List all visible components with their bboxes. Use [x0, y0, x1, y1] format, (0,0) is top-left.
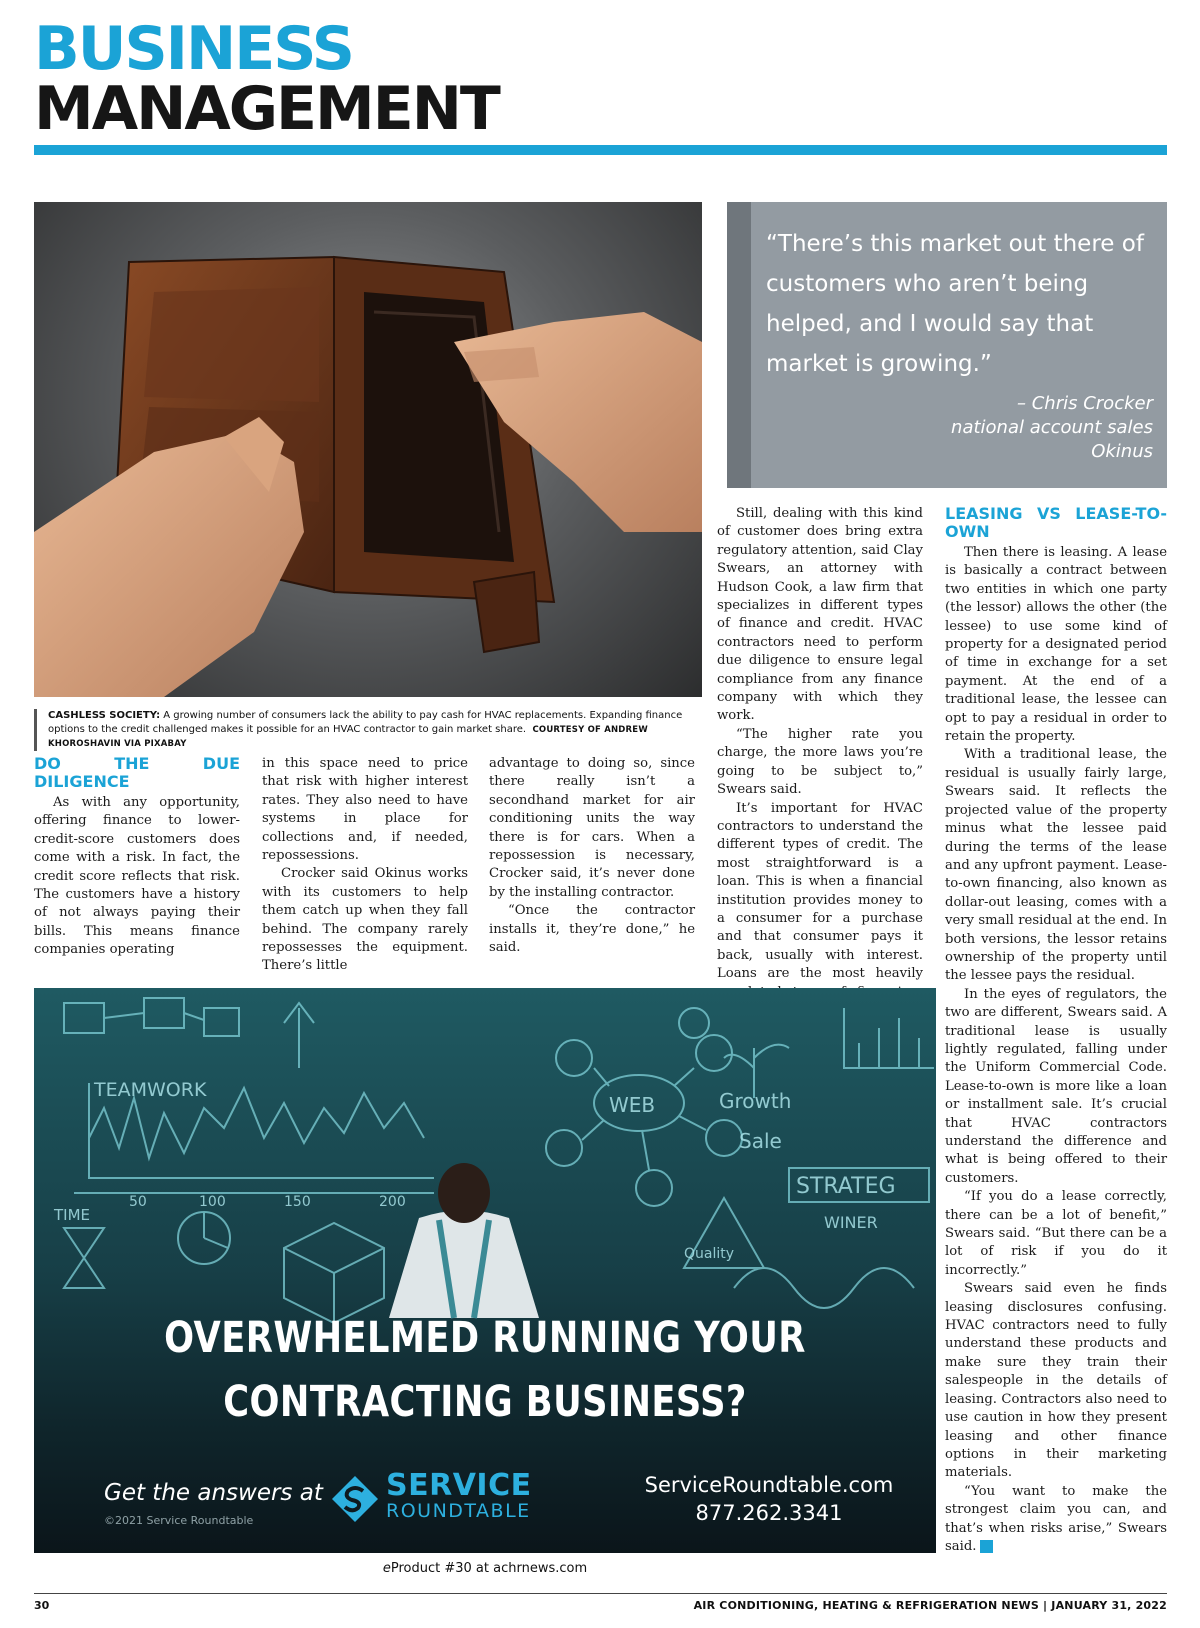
eproduct-line — [34, 1561, 936, 1576]
ad-headline — [115, 1306, 855, 1434]
paragraph: In the eyes of regulators, the two are different, Swears said. A traditional lease is usually lightly regulated, falling under the Uniform Commercial Code. Lease-to-own is more like a loan or installment sale. It’s crucial that HVAC contractors understand the difference and what is being offered to their customers. — [945, 986, 1167, 1186]
section-title-management: MANAGEMENT — [34, 74, 499, 144]
paragraph: Then there is leasing. A lease is basically a contract between two entities in which one party (the lessor) allows the other (the lessee) to use some kind of property for a designated period of time in exchange for a set payment. At the end of a traditional lease, the lessee can opt to pay a residual in order to retain the property. — [945, 545, 1167, 745]
footer-separator: | — [1043, 1599, 1048, 1612]
paragraph: in this space need to price that risk with higher interest rates. They also need to have systems in place for collections and, if needed, repossessions. — [262, 756, 468, 864]
paragraph-text: “You want to make the strongest claim you can, and that’s when risks arise,” Swears said. — [945, 1483, 1167, 1554]
board-word: Sale — [739, 1129, 782, 1153]
paragraph — [945, 1483, 1167, 1557]
paragraph: “If you do a lease correctly, there can be a lot of benefit,” Swears said. “But there can be a lot of risk if you do it incorrectly.” — [945, 1189, 1167, 1278]
end-of-story-icon: N — [980, 1540, 993, 1553]
publication-name: AIR CONDITIONING, HEATING & REFRIGERATION NEWS — [693, 1599, 1039, 1612]
quote-attribution-name: – Chris Crocker — [1017, 393, 1153, 414]
pull-quote-accent-strip — [727, 202, 751, 488]
board-word: Quality — [684, 1246, 735, 1262]
article-column-2 — [262, 755, 468, 976]
board-word: WINER — [824, 1213, 878, 1232]
paragraph: It’s important for HVAC contractors to understand the different types of credit. The most straightforward is a loan. This is when a financial institution provides money to a consumer for a purchase and that consumer pays it back, usually with interest. Loans are the most heavily — [717, 800, 923, 982]
empty-wallet-photo — [34, 202, 702, 697]
paragraph: “Once the contractor installs it, they’re done,” he said. — [489, 903, 695, 956]
photo-credit: COURTESY OF ANDREW KHOROSHAVIN VIA PIXABAY — [48, 725, 648, 749]
board-word: TEAMWORK — [94, 1079, 207, 1101]
ad-headline-line-2: CONTRACTING BUSINESS? — [223, 1377, 747, 1427]
caption-text: A growing number of consumers lack the ability to pay cash for HVAC replacements. Expanding finance options to the credit challenged makes it possible for an HVAC contractor to gain market share. — [48, 710, 683, 735]
subhead-due-diligence: DO THE DUE DILIGENCE — [34, 754, 240, 791]
paragraph: Still, dealing with this kind of customer does bring extra regulatory attention, said Clay Swears, an attorney with Hudson Cook, a law firm that specializes in different types of finance and credit. HVAC contractors need to perform due diligence to ensure legal compliance from any finance company with which they work. — [717, 506, 923, 724]
eproduct-link[interactable]: Product #30 at achrnews.com — [390, 1561, 588, 1576]
footer-publication — [694, 1599, 1167, 1612]
paragraph: Crocker said Okinus works with its customers to help them catch up when they fall behind. The company rarely repossesses the equipment. There’s little — [262, 866, 468, 974]
header-rule — [34, 145, 1167, 155]
board-word: 100 — [199, 1194, 226, 1210]
paragraph: advantage to doing so, since there really isn’t a secondhand market for air conditioning units the way there is for cars. When a repossession is necessary, Crocker said, it’s never done by the installing contractor. — [489, 756, 695, 900]
ad-copyright: ©2021 Service Roundtable — [104, 1514, 254, 1527]
ad-brand-roundtable: ROUNDTABLE — [386, 1500, 531, 1522]
section-title-business: BUSINESS — [34, 14, 353, 84]
man-silhouette — [389, 1163, 539, 1318]
paragraph: With a traditional lease, the residual is usually fairly large, Swears said. It reflects the projected value of the property minus what the lessee paid during the terms of the lease and any upfront payment. Lease-to-own financing, also known as dollar-out leasing, comes with a very small residual at the end. In both versions, the lessor retains ownership of the property until the lessee pays the residual. — [945, 747, 1167, 984]
board-word: Growth — [719, 1089, 792, 1113]
pull-quote-text: “There’s this market out there of customers who aren’t being helped, and I would say that market is growing.” — [766, 231, 1144, 377]
caption-label: CASHLESS SOCIETY: — [48, 710, 161, 721]
service-roundtable-ad[interactable] — [34, 988, 936, 1553]
page-number: 30 — [34, 1599, 50, 1612]
board-word: STRATEG — [796, 1174, 896, 1199]
issue-date: JANUARY 31, 2022 — [1051, 1599, 1167, 1612]
ad-phone[interactable]: 877.262.3341 — [695, 1501, 843, 1525]
board-word: TIME — [54, 1206, 91, 1224]
board-word: 200 — [379, 1194, 406, 1210]
eproduct-prefix: e — [382, 1561, 391, 1576]
quote-attribution-company: Okinus — [1091, 441, 1153, 462]
article-column-5 — [945, 505, 1167, 1556]
ad-website-link[interactable]: ServiceRoundtable.com — [644, 1473, 894, 1497]
footer-rule — [34, 1593, 1167, 1594]
quote-attribution-title: national account sales — [951, 417, 1153, 438]
subhead-leasing: LEASING VS LEASE-TO-OWN — [945, 504, 1167, 541]
article-column-4 — [717, 505, 923, 1020]
ad-brand-service: SERVICE — [386, 1468, 532, 1503]
board-word: 50 — [129, 1194, 147, 1210]
paragraph: Swears said even he finds leasing disclosures confusing. HVAC contractors need to fully understand these products and make sure they train their salespeople in the details of leasing. Contractors also need to use caution in how they present leasing and other finance options in their marketing materials. — [945, 1281, 1167, 1481]
photo-caption — [34, 709, 702, 751]
ad-get-answers: Get the answers at — [104, 1480, 323, 1506]
service-roundtable-logo-icon — [330, 1474, 380, 1524]
wallet-illustration — [34, 202, 702, 697]
ad-contact — [639, 1471, 899, 1527]
board-word: WEB — [609, 1093, 656, 1117]
article-column-1 — [34, 755, 240, 960]
ad-headline-line-1: OVERWHELMED RUNNING YOUR — [164, 1313, 806, 1363]
paragraph: As with any opportunity, offering finance to lower-credit-score customers does come with a risk. In fact, the credit score reflects that risk. The customers have a history of not always paying their bills. This means finance companies operating — [34, 795, 240, 958]
paragraph: “The higher rate you charge, the more laws you’re going to be subject to,” Swears said. — [717, 726, 923, 798]
board-word: 150 — [284, 1194, 311, 1210]
article-column-3 — [489, 755, 695, 957]
